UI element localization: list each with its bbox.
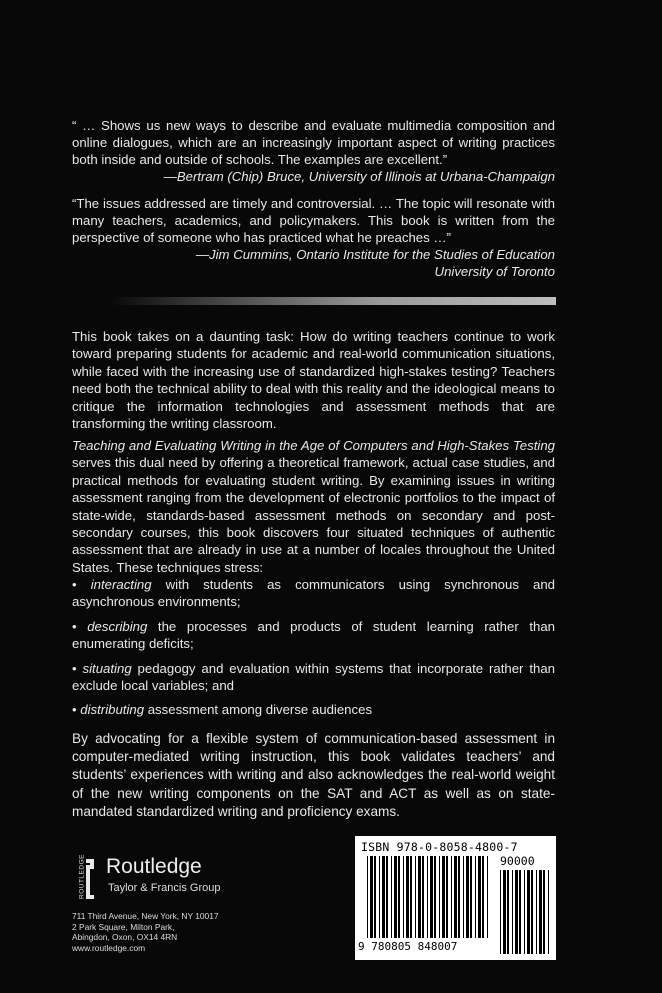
paragraph-text: This book takes on a daunting task: How do writing teachers continue to work toward preparing students for academic and real-world communication situations, while faced with the increasing use of standardized high-stakes testing? Teachers need both the technical ability to deal with this reality and the ideological means to critique the information technologies and assessment methods that are transforming the writing classroom. xyxy=(72,329,555,432)
barcode-bar xyxy=(527,870,530,954)
address-line: 2 Park Square, Milton Park, xyxy=(72,921,175,932)
quote-attribution: —Jim Cummins, Ontario Institute for the Studies of Education xyxy=(195,247,555,262)
bullet-text: the processes and products of student learning rather than enumerating deficits; xyxy=(72,618,556,652)
barcode-bar xyxy=(374,856,376,938)
barcode-bar xyxy=(367,856,368,938)
barcode-bar xyxy=(382,856,385,938)
barcode-bar xyxy=(512,870,513,954)
paragraph-text xyxy=(72,437,555,576)
barcode-bar xyxy=(470,856,472,938)
barcode-bar xyxy=(539,870,542,954)
book-title: Teaching and Evaluating Writing in the Age of Computers and High-Stakes Testing xyxy=(72,438,555,453)
barcode-bar xyxy=(454,856,457,938)
publisher-address xyxy=(72,911,272,953)
bullet-keyword: distributing xyxy=(80,702,145,718)
bullet-keyword: situating xyxy=(82,660,132,676)
barcode-bar xyxy=(427,856,428,938)
barcode-bar xyxy=(531,870,533,954)
barcode-bar xyxy=(515,870,518,954)
barcode-bar xyxy=(398,856,400,938)
divider-rule xyxy=(110,297,556,305)
barcode-bar xyxy=(434,856,436,938)
address-line: Abingdon, Oxon, OX14 4RN xyxy=(72,932,178,943)
barcode-bar xyxy=(446,856,448,938)
barcode-bar xyxy=(394,856,397,938)
list-item: • interacting with students as communicators using synchronous and asynchronous environments; xyxy=(72,577,556,610)
barcode-bar xyxy=(519,870,521,954)
price-addon-digits: 90000 xyxy=(500,854,535,868)
barcode-bar xyxy=(536,870,537,954)
barcode-bar xyxy=(451,856,452,938)
bullet-text: with students as communicators using synchronous and asynchronous environments; xyxy=(72,577,556,610)
barcode-bar xyxy=(463,856,464,938)
barcode-bar xyxy=(478,856,481,938)
barcode-bar xyxy=(415,856,416,938)
description-paragraph-1 xyxy=(72,328,555,432)
isbn-label: ISBN 978-0-8058-4800-7 xyxy=(361,840,518,854)
bullet-keyword: describing xyxy=(87,618,148,634)
isbn-barcode xyxy=(355,836,556,960)
publisher-logo xyxy=(72,855,292,905)
barcode-bar xyxy=(403,856,404,938)
quote-attribution: —Bertram (Chip) Bruce, University of Illinois at Urbana-Champaign xyxy=(163,169,555,184)
barcode-bar xyxy=(543,870,545,954)
bullet-text: assessment among diverse audiences xyxy=(144,702,373,718)
quote-text: “ … Shows us new ways to describe and evaluate multimedia composition and online dialogues, which are an increasingly important aspect of writing practices both inside and outside of schools. The examples are excellent.” xyxy=(72,118,555,167)
barcode-bar xyxy=(466,856,469,938)
barcode-bar xyxy=(406,856,409,938)
barcode-bar xyxy=(507,870,509,954)
description-paragraph-3: By advocating for a flexible system of communication-based assessment in computer-mediated writing instruction, this book validates teachers’ and students’ experiences with writing and also acknowledges the real-world weight of the new writing components on the SAT and ACT as well as on state- mandated standardized writing and proficiency exams. xyxy=(72,731,555,819)
barcode-bar xyxy=(386,856,388,938)
barcode-bar xyxy=(548,870,549,954)
description-paragraph-2 xyxy=(72,437,555,576)
techniques-list xyxy=(72,576,555,726)
bullet-text: pedagogy and evaluation within systems that incorporate rather than exclude local variables; and xyxy=(72,660,556,694)
barcode-bar xyxy=(500,870,501,954)
barcode-bar xyxy=(418,856,421,938)
barcode-bar xyxy=(439,856,440,938)
praise-quote-1 xyxy=(72,117,555,185)
barcode-bar xyxy=(430,856,433,938)
list-item: • describing the processes and products of student learning rather than enumerating deficits; xyxy=(72,618,556,652)
barcode-bar xyxy=(391,856,392,938)
paragraph-continuation: serves this dual need by offering a theoretical framework, actual case studies, and practical methods for evaluating student writing. By examining issues in writing assessment ranging from the development of electronic portfolios to the impact of state-wide, standards-based assessment methods on secondary and post-secondary courses, this book discovers four situated techniques of authentic assessment that are already in use at a number of locales throughout the United States. These techniques stress: xyxy=(72,455,555,575)
list-item: • situating pedagogy and evaluation within systems that incorporate rather than exclude local variables; and xyxy=(72,660,556,694)
praise-quote-2 xyxy=(72,195,555,280)
quote-attribution-affiliation: University of Toronto xyxy=(434,264,555,279)
publisher-name: Routledge xyxy=(106,855,202,878)
barcode-bar xyxy=(482,856,484,938)
barcode-bar xyxy=(487,856,488,938)
barcode-bar xyxy=(442,856,445,938)
barcode-bar xyxy=(458,856,460,938)
bullet-keyword: interacting xyxy=(90,577,152,592)
publisher-group: Taylor & Francis Group xyxy=(108,882,221,894)
barcode-bar xyxy=(524,870,525,954)
barcode-bar xyxy=(422,856,424,938)
barcode-bar xyxy=(475,856,476,938)
barcode-bar xyxy=(379,856,380,938)
address-line: 711 Third Avenue, New York, NY 10017 xyxy=(72,911,219,921)
publisher-vertical-label: ROUTLEDGE xyxy=(78,854,86,899)
ean-digits: 9 780805 848007 xyxy=(358,940,458,953)
list-item: • distributing assessment among diverse audiences xyxy=(72,702,373,718)
barcode-bar xyxy=(503,870,506,954)
barcode-bar xyxy=(410,856,412,938)
barcode-bar xyxy=(370,856,373,938)
publisher-website: www.routledge.com xyxy=(72,942,146,953)
quote-text: “The issues addressed are timely and controversial. … The topic will resonate with many teachers, academics, and policymakers. This book is written from the perspective of someone who has practiced what he preaches …” xyxy=(72,196,555,245)
